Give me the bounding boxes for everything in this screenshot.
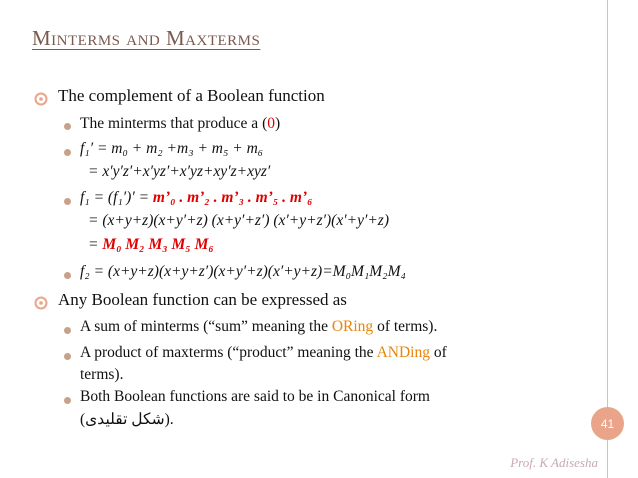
- equation-f1-maxterms: = M₀ M₂ M₃ M₅ M₆: [88, 236, 214, 253]
- bullet-product-of-maxterms-cont: terms).: [80, 366, 124, 383]
- sub-bullet-dot-icon: [64, 327, 71, 334]
- fleuron-bullet-icon: [34, 296, 48, 310]
- bullet-sum-of-minterms: A sum of minterms (“sum” meaning the ORing of terms).: [80, 318, 438, 335]
- bullet-canonical-form: Both Boolean functions are said to be in Canonical form: [80, 388, 430, 405]
- sub-bullet-dot-icon: [64, 198, 71, 205]
- footer-author: Prof. K Adisesha: [510, 455, 598, 470]
- equation-f1-complement: f₁ = (f₁′)′ = m’₀ . m’₂ . m’₃ . m’₅ . m’₆: [80, 189, 313, 206]
- bullet-product-of-maxterms: A product of maxterms (“product” meaning the ANDing of: [80, 344, 447, 361]
- equation-f1-prime: f₁′ = m₀ + m₂ +m₃ + m₅ + m₆: [80, 140, 264, 157]
- bullet-any-boolean: Any Boolean function can be expressed as: [58, 290, 347, 309]
- slide-title: Minterms and Maxterms: [32, 26, 261, 50]
- sub-bullet-dot-icon: [64, 149, 71, 156]
- equation-f2: f₂ = (x+y+z)(x+y+z′)(x+y′+z)(x′+y+z)=M₀M₁M₂M₄: [80, 263, 406, 280]
- equation-f1-prime-expanded: = x′y′z′+x′yz′+x′yz+xy′z+xyz′: [88, 163, 271, 180]
- bullet-complement: The complement of a Boolean function: [58, 86, 325, 105]
- bullet-minterms-produce: The minterms that produce a (0): [80, 115, 281, 132]
- equation-f1-product: = (x+y+z)(x+y′+z) (x+y′+z′) (x′+y+z′)(x′+y′+z): [88, 212, 389, 229]
- sub-bullet-dot-icon: [64, 123, 71, 130]
- sub-bullet-dot-icon: [64, 397, 71, 404]
- fleuron-bullet-icon: [34, 92, 48, 106]
- bullet-canonical-form-arabic: (شكل تقليدى).: [80, 411, 174, 428]
- page-number-badge: 41: [591, 407, 624, 440]
- sub-bullet-dot-icon: [64, 272, 71, 279]
- sub-bullet-dot-icon: [64, 353, 71, 360]
